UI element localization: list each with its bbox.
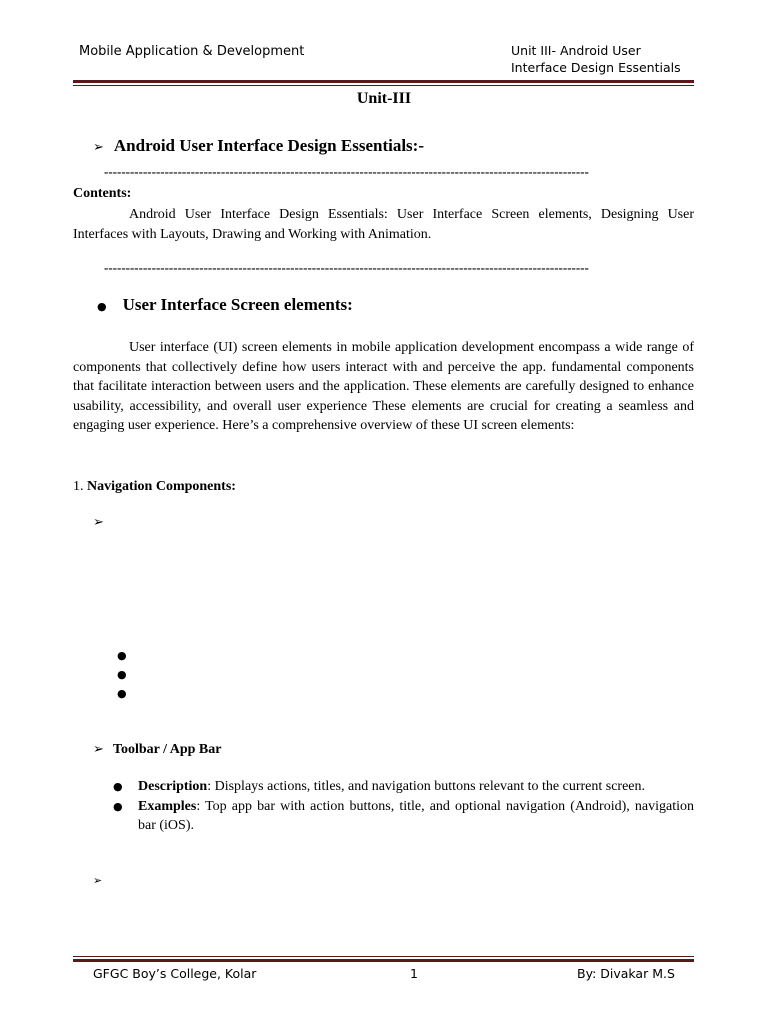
list-item-text: : Displays actions, titles, and navigation buttons relevant to the current screen. xyxy=(207,779,645,794)
main-heading-text: Android User Interface Design Essentials:- xyxy=(113,136,424,155)
toolbar-heading-text: Toolbar / App Bar xyxy=(112,742,222,757)
navigation-label: Navigation Components: xyxy=(87,479,236,494)
section-heading xyxy=(97,295,353,315)
footer-rule-thick xyxy=(73,959,694,962)
separator-line: ---------------------------------------------------------------------------------------------------------------- xyxy=(104,260,589,275)
footer-page-number: 1 xyxy=(410,966,418,981)
toolbar-details-list xyxy=(112,777,694,836)
contents-text: Android User Interface Design Essentials: User Interface Screen elements, Designing User Interfaces with Layouts, Drawing and Working with Animation. xyxy=(73,207,694,242)
arrow-bullet-icon: ➢ xyxy=(93,515,104,530)
bullet-icon: ● xyxy=(113,780,123,793)
list-item-label: Examples xyxy=(138,799,197,814)
main-heading xyxy=(93,136,424,156)
list-item xyxy=(112,777,694,796)
header-rule-thick xyxy=(73,80,694,83)
unit-title: Unit-III xyxy=(356,90,412,107)
intro-paragraph: User interface (UI) screen elements in mobile application development encompass a wide range of components that collectively define how users interact with and perceive the app. fundamental components that facilitate interaction between users and the application. These elements are carefully designed to enhance usability, accessibility, and overall user experience These elements are crucial for creating a seamless and engaging user experience. Here’s a comprehensive overview of these UI screen elements: xyxy=(73,340,694,434)
bullet-icon: ● xyxy=(117,687,127,700)
contents-label: Contents: xyxy=(73,186,132,201)
header-unit-line1: Unit III- Android User xyxy=(511,43,641,58)
footer-rule-thin xyxy=(73,956,694,957)
bullet-icon: ● xyxy=(117,668,127,681)
bullet-icon: ● xyxy=(117,649,127,662)
footer-author: By: Divakar M.S xyxy=(577,966,675,981)
section-heading-text: User Interface Screen elements: xyxy=(122,295,353,314)
arrow-bullet-icon: ➢ xyxy=(93,874,103,887)
toolbar-heading xyxy=(93,740,221,758)
header-unit-label xyxy=(511,42,681,76)
header-rule-thin xyxy=(73,85,694,86)
navigation-heading xyxy=(73,479,236,495)
arrow-bullet-icon: ➢ xyxy=(93,140,104,155)
bullet-icon: ● xyxy=(97,300,107,313)
list-item xyxy=(112,797,694,835)
header-unit-line2: Interface Design Essentials xyxy=(511,60,681,75)
bullet-icon: ● xyxy=(113,800,123,813)
header-course-title: Mobile Application & Development xyxy=(79,44,305,59)
footer-college: GFGC Boy’s College, Kolar xyxy=(93,966,257,981)
list-item-text: : Top app bar with action buttons, title, and optional navigation (Android), navigation bar (iOS). xyxy=(138,799,694,833)
separator-line: ---------------------------------------------------------------------------------------------------------------- xyxy=(104,164,589,179)
arrow-bullet-icon: ➢ xyxy=(93,742,104,757)
list-item-label: Description xyxy=(138,779,208,794)
navigation-number: 1. xyxy=(73,479,84,494)
